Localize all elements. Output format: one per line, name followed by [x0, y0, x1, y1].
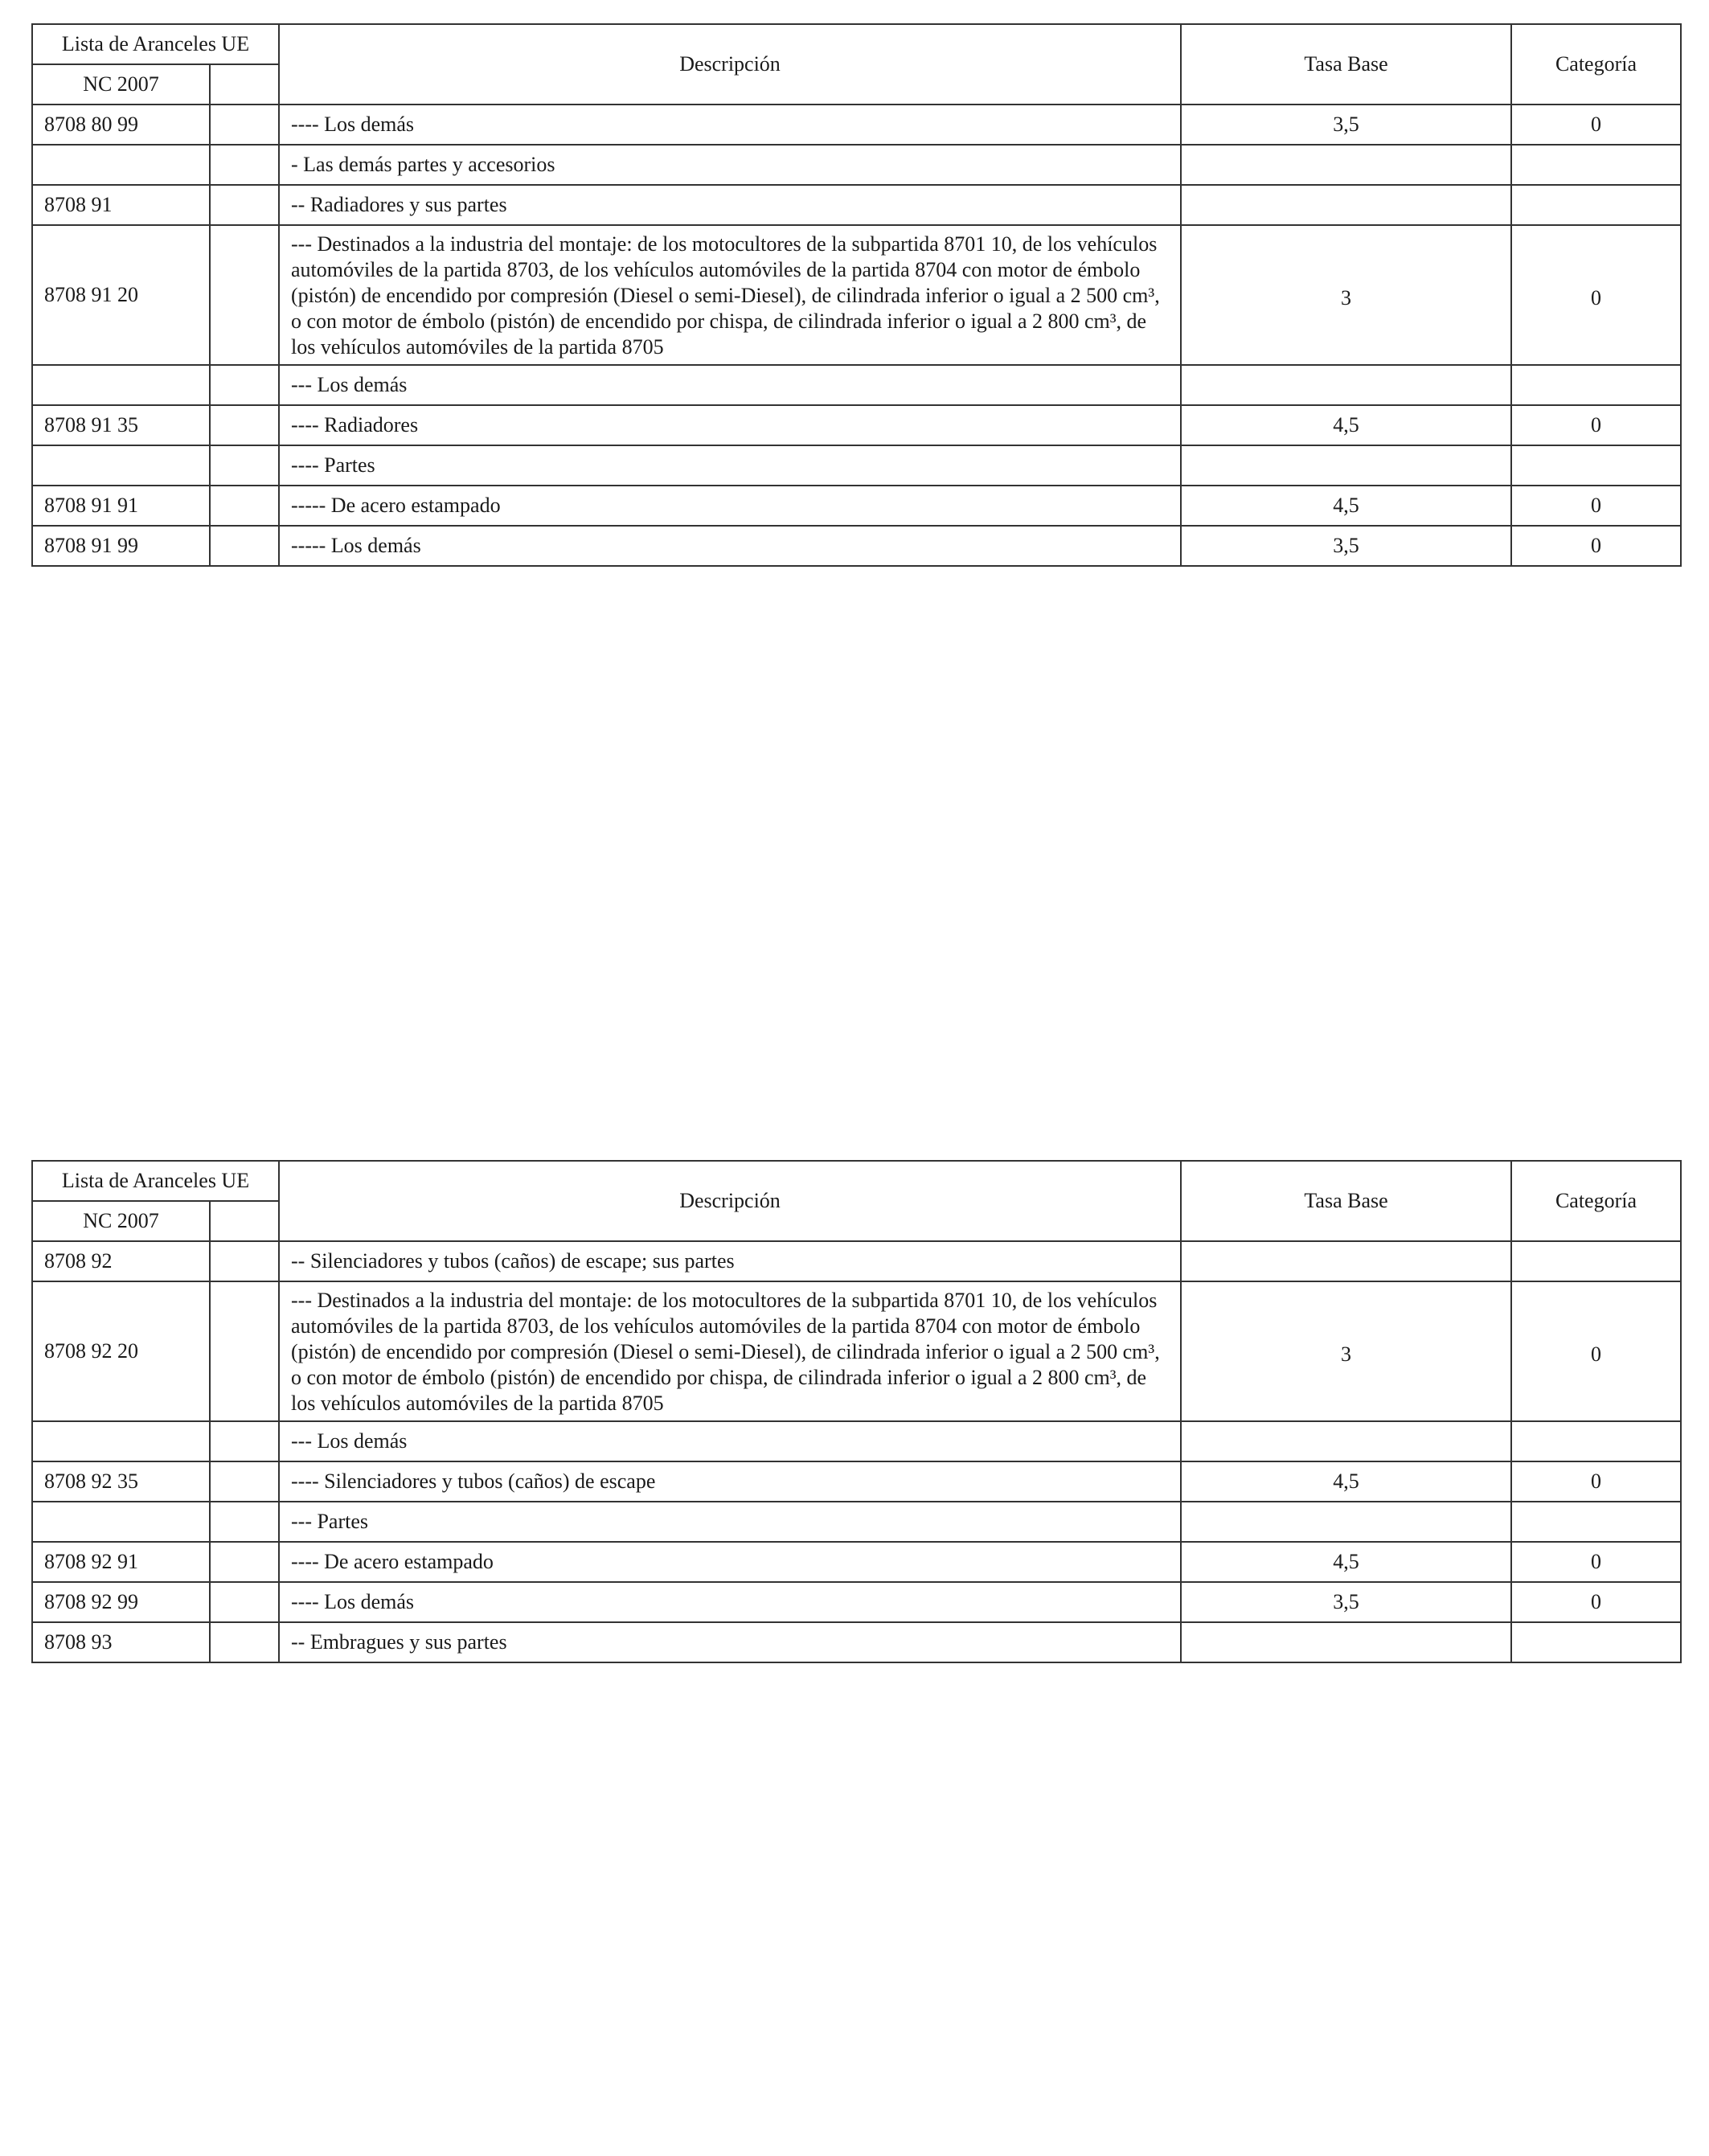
cell-blank [210, 1542, 279, 1582]
header-category: Categoría [1511, 1161, 1681, 1241]
cell-description: - Las demás partes y accesorios [279, 145, 1181, 185]
cell-base-rate [1181, 145, 1511, 185]
cell-description: -- Silenciadores y tubos (caños) de escape; sus partes [279, 1241, 1181, 1281]
table-row [32, 1241, 1681, 1281]
cell-code [32, 1421, 210, 1461]
cell-category: 0 [1511, 105, 1681, 145]
cell-code: 8708 92 99 [32, 1582, 210, 1622]
cell-blank [210, 185, 279, 225]
cell-base-rate [1181, 185, 1511, 225]
cell-code: 8708 91 35 [32, 405, 210, 445]
cell-category: 0 [1511, 486, 1681, 526]
cell-category: 0 [1511, 1281, 1681, 1421]
cell-base-rate: 3,5 [1181, 1582, 1511, 1622]
cell-category: 0 [1511, 405, 1681, 445]
cell-base-rate [1181, 365, 1511, 405]
tariff-table [31, 1160, 1682, 1663]
cell-code: 8708 80 99 [32, 105, 210, 145]
cell-blank [210, 365, 279, 405]
cell-code [32, 445, 210, 486]
table-row [32, 1622, 1681, 1662]
tariff-table [31, 23, 1682, 567]
cell-base-rate [1181, 1421, 1511, 1461]
cell-category [1511, 1502, 1681, 1542]
cell-blank [210, 405, 279, 445]
cell-code [32, 365, 210, 405]
cell-category: 0 [1511, 526, 1681, 566]
cell-blank [210, 526, 279, 566]
table-row [32, 526, 1681, 566]
header-description: Descripción [279, 1161, 1181, 1241]
cell-blank [210, 1582, 279, 1622]
cell-code: 8708 91 99 [32, 526, 210, 566]
cell-base-rate: 4,5 [1181, 1461, 1511, 1502]
header-description: Descripción [279, 24, 1181, 105]
cell-description: ---- De acero estampado [279, 1542, 1181, 1582]
header-code-blank [210, 1201, 279, 1241]
cell-code: 8708 91 [32, 185, 210, 225]
cell-code: 8708 91 91 [32, 486, 210, 526]
cell-code: 8708 93 [32, 1622, 210, 1662]
cell-description: ---- Radiadores [279, 405, 1181, 445]
cell-blank [210, 1502, 279, 1542]
cell-code: 8708 92 91 [32, 1542, 210, 1582]
cell-description: ---- Los demás [279, 105, 1181, 145]
cell-base-rate [1181, 1622, 1511, 1662]
cell-code [32, 1502, 210, 1542]
header-base-rate: Tasa Base [1181, 1161, 1511, 1241]
cell-category [1511, 185, 1681, 225]
table-row [32, 145, 1681, 185]
header-category: Categoría [1511, 24, 1681, 105]
table-row [32, 185, 1681, 225]
header-code-label: NC 2007 [32, 1201, 210, 1241]
table-row [32, 1542, 1681, 1582]
cell-base-rate: 3,5 [1181, 526, 1511, 566]
cell-description: --- Destinados a la industria del montaje: de los motocultores de la subpartida 8701 10, de los vehículos automóviles de la partida 8703, de los vehículos automóviles de la partida 8704 con motor de émbolo (pistón) de encendido por compresión (Diesel o semi-Diesel), de cilindrada inferior o igual a 2 500 cm³, o con motor de émbolo (pistón) de encendido por chispa, de cilindrada inferior o igual a 2 800 cm³, de los vehículos automóviles de la partida 8705 [279, 1281, 1181, 1421]
cell-base-rate: 4,5 [1181, 405, 1511, 445]
cell-base-rate [1181, 445, 1511, 486]
table-row [32, 1461, 1681, 1502]
cell-base-rate [1181, 1241, 1511, 1281]
cell-code [32, 145, 210, 185]
header-code-blank [210, 64, 279, 105]
cell-code: 8708 91 20 [32, 225, 210, 365]
cell-category: 0 [1511, 1461, 1681, 1502]
cell-category: 0 [1511, 225, 1681, 365]
cell-description: -- Radiadores y sus partes [279, 185, 1181, 225]
cell-base-rate: 4,5 [1181, 486, 1511, 526]
table-row [32, 1502, 1681, 1542]
table-row [32, 445, 1681, 486]
cell-blank [210, 1241, 279, 1281]
cell-description: --- Los demás [279, 365, 1181, 405]
table-row [32, 405, 1681, 445]
table-row [32, 225, 1681, 365]
cell-category: 0 [1511, 1582, 1681, 1622]
cell-description: --- Los demás [279, 1421, 1181, 1461]
header-base-rate: Tasa Base [1181, 24, 1511, 105]
cell-category [1511, 1241, 1681, 1281]
table-row [32, 1421, 1681, 1461]
cell-blank [210, 1461, 279, 1502]
cell-base-rate: 3,5 [1181, 105, 1511, 145]
table-row [32, 486, 1681, 526]
cell-category: 0 [1511, 1542, 1681, 1582]
cell-description: ---- Silenciadores y tubos (caños) de escape [279, 1461, 1181, 1502]
cell-blank [210, 486, 279, 526]
cell-blank [210, 1622, 279, 1662]
cell-description: --- Destinados a la industria del montaje: de los motocultores de la subpartida 8701 10, de los vehículos automóviles de la partida 8703, de los vehículos automóviles de la partida 8704 con motor de émbolo (pistón) de encendido por compresión (Diesel o semi-Diesel), de cilindrada inferior o igual a 2 500 cm³, o con motor de émbolo (pistón) de encendido por chispa, de cilindrada inferior o igual a 2 800 cm³, de los vehículos automóviles de la partida 8705 [279, 225, 1181, 365]
cell-base-rate: 4,5 [1181, 1542, 1511, 1582]
header-code-label: NC 2007 [32, 64, 210, 105]
cell-base-rate [1181, 1502, 1511, 1542]
table-row [32, 1582, 1681, 1622]
cell-code: 8708 92 35 [32, 1461, 210, 1502]
cell-description: ----- De acero estampado [279, 486, 1181, 526]
cell-category [1511, 445, 1681, 486]
cell-code: 8708 92 [32, 1241, 210, 1281]
cell-blank [210, 225, 279, 365]
table-row [32, 105, 1681, 145]
cell-blank [210, 445, 279, 486]
cell-description: -- Embragues y sus partes [279, 1622, 1181, 1662]
cell-blank [210, 1421, 279, 1461]
table-row [32, 365, 1681, 405]
cell-base-rate: 3 [1181, 225, 1511, 365]
table-row [32, 1281, 1681, 1421]
header-group-label: Lista de Aranceles UE [32, 24, 279, 64]
cell-category [1511, 145, 1681, 185]
header-group-label: Lista de Aranceles UE [32, 1161, 279, 1201]
cell-category [1511, 365, 1681, 405]
cell-blank [210, 145, 279, 185]
cell-category [1511, 1421, 1681, 1461]
cell-base-rate: 3 [1181, 1281, 1511, 1421]
cell-description: ---- Los demás [279, 1582, 1181, 1622]
cell-description: ----- Los demás [279, 526, 1181, 566]
cell-blank [210, 105, 279, 145]
cell-description: --- Partes [279, 1502, 1181, 1542]
cell-blank [210, 1281, 279, 1421]
cell-description: ---- Partes [279, 445, 1181, 486]
cell-code: 8708 92 20 [32, 1281, 210, 1421]
cell-category [1511, 1622, 1681, 1662]
